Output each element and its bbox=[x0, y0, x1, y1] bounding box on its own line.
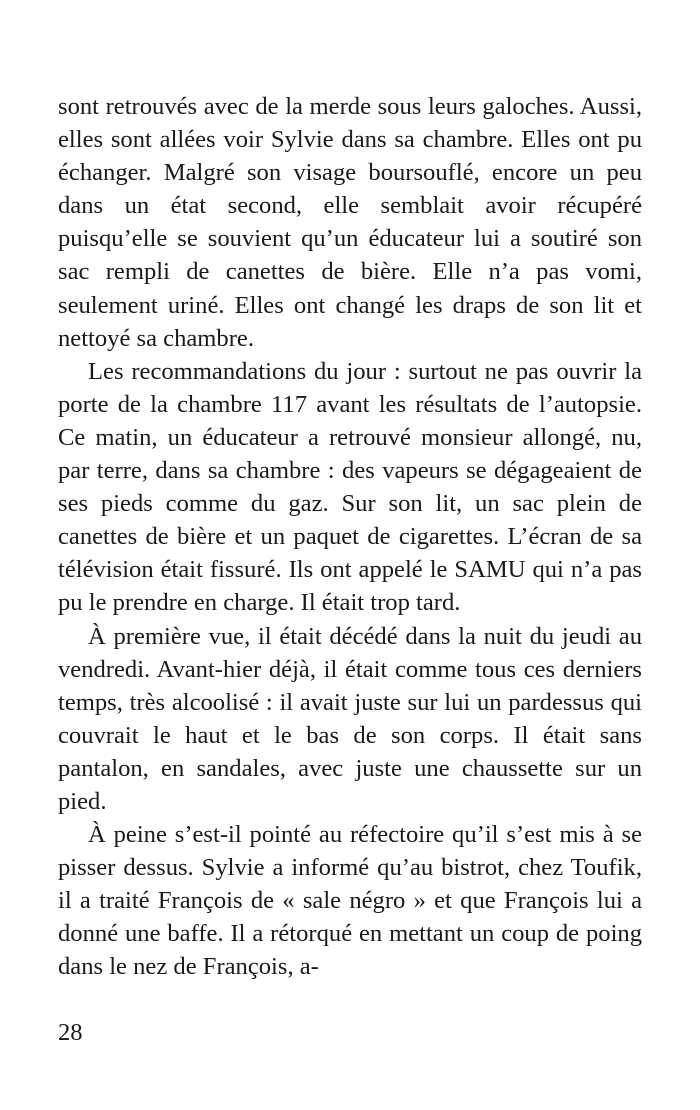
paragraph-1: sont retrouvés avec de la merde sous leurs galoches. Aussi, elles sont allées voir Sylvie dans sa chambre. Elles ont pu échanger. Malgré son visage boursouflé, encore un peu dans un état second, elle semblait avoir récupéré puisqu’elle se souvient qu’un éducateur lui a soutiré son sac rempli de canettes de bière. Elle n’a pas vomi, seulement uriné. Elles ont changé les draps de son lit et nettoyé sa chambre. bbox=[58, 93, 642, 352]
paragraph-2: Les recommandations du jour : surtout ne pas ouvrir la porte de la chambre 117 avant les résultats de l’autopsie. Ce matin, un éducateur a retrouvé monsieur allongé, nu, par terre, dans sa chambre : des vapeurs se dégageaient de ses pieds comme du gaz. Sur son lit, un sac plein de canettes de bière et un paquet de cigarettes. L’écran de sa télévision était fissuré. Ils ont appelé le SAMU qui n’a pas pu le prendre en charge. Il était trop tard. bbox=[58, 357, 642, 617]
paragraph-4: À peine s’est-il pointé au réfectoire qu’il s’est mis à se pisser dessus. Sylvie a informé qu’au bistrot, chez Toufik, il a traité François de « sale négro » et que François lui a donné une baffe. Il a rétorqué en mettant un coup de poing dans le nez de François, a- bbox=[58, 821, 642, 981]
body-text bbox=[58, 90, 642, 984]
paragraph-3: À première vue, il était décédé dans la nuit du jeudi au vendredi. Avant-hier déjà, il était comme tous ces derniers temps, très alcoolisé : il avait juste sur lui un pardessus qui couvrait le haut et le bas de son corps. Il était sans pantalon, en sandales, avec juste une chaussette sur un pied. bbox=[58, 622, 642, 815]
page-number: 28 bbox=[58, 1019, 83, 1046]
